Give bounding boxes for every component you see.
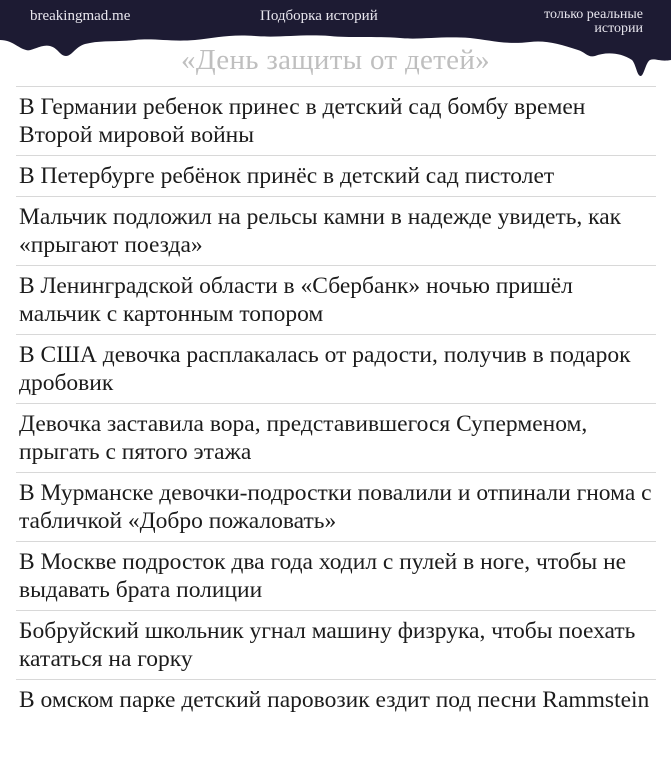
story-link[interactable]: В США девочка расплакалась от радости, получив в подарок дробовик <box>16 334 656 403</box>
story-link[interactable]: В Москве подросток два года ходил с пулей в ноге, чтобы не выдавать брата полиции <box>16 541 656 610</box>
series-title: «День защиты от детей» <box>181 44 490 76</box>
story-link[interactable]: В Ленинградской области в «Сбербанк» ночью пришёл мальчик с картонным топором <box>16 265 656 334</box>
story-link[interactable]: В Мурманске девочки-подростки повалили и отпинали гнома с табличкой «Добро пожаловать» <box>16 472 656 541</box>
top-nav <box>0 8 671 48</box>
story-link[interactable]: В Германии ребенок принес в детский сад бомбу времен Второй мировой войны <box>16 86 656 155</box>
story-list <box>16 86 656 720</box>
story-link[interactable]: В омском парке детский паровозик ездит под песни Rammstein <box>16 679 656 720</box>
tagline-link[interactable]: только реальные истории <box>544 7 643 36</box>
story-link[interactable]: Бобруйский школьник угнал машину физрука, чтобы поехать кататься на горку <box>16 610 656 679</box>
story-link[interactable]: Девочка заставила вора, представившегося Суперменом, прыгать с пятого этажа <box>16 403 656 472</box>
story-link[interactable]: Мальчик подложил на рельсы камни в надежде увидеть, как «прыгают поезда» <box>16 196 656 265</box>
collection-link[interactable]: Подборка историй <box>260 8 378 24</box>
site-link[interactable]: breakingmad.me <box>30 8 131 24</box>
story-link[interactable]: В Петербурге ребёнок принёс в детский сад пистолет <box>16 155 656 196</box>
